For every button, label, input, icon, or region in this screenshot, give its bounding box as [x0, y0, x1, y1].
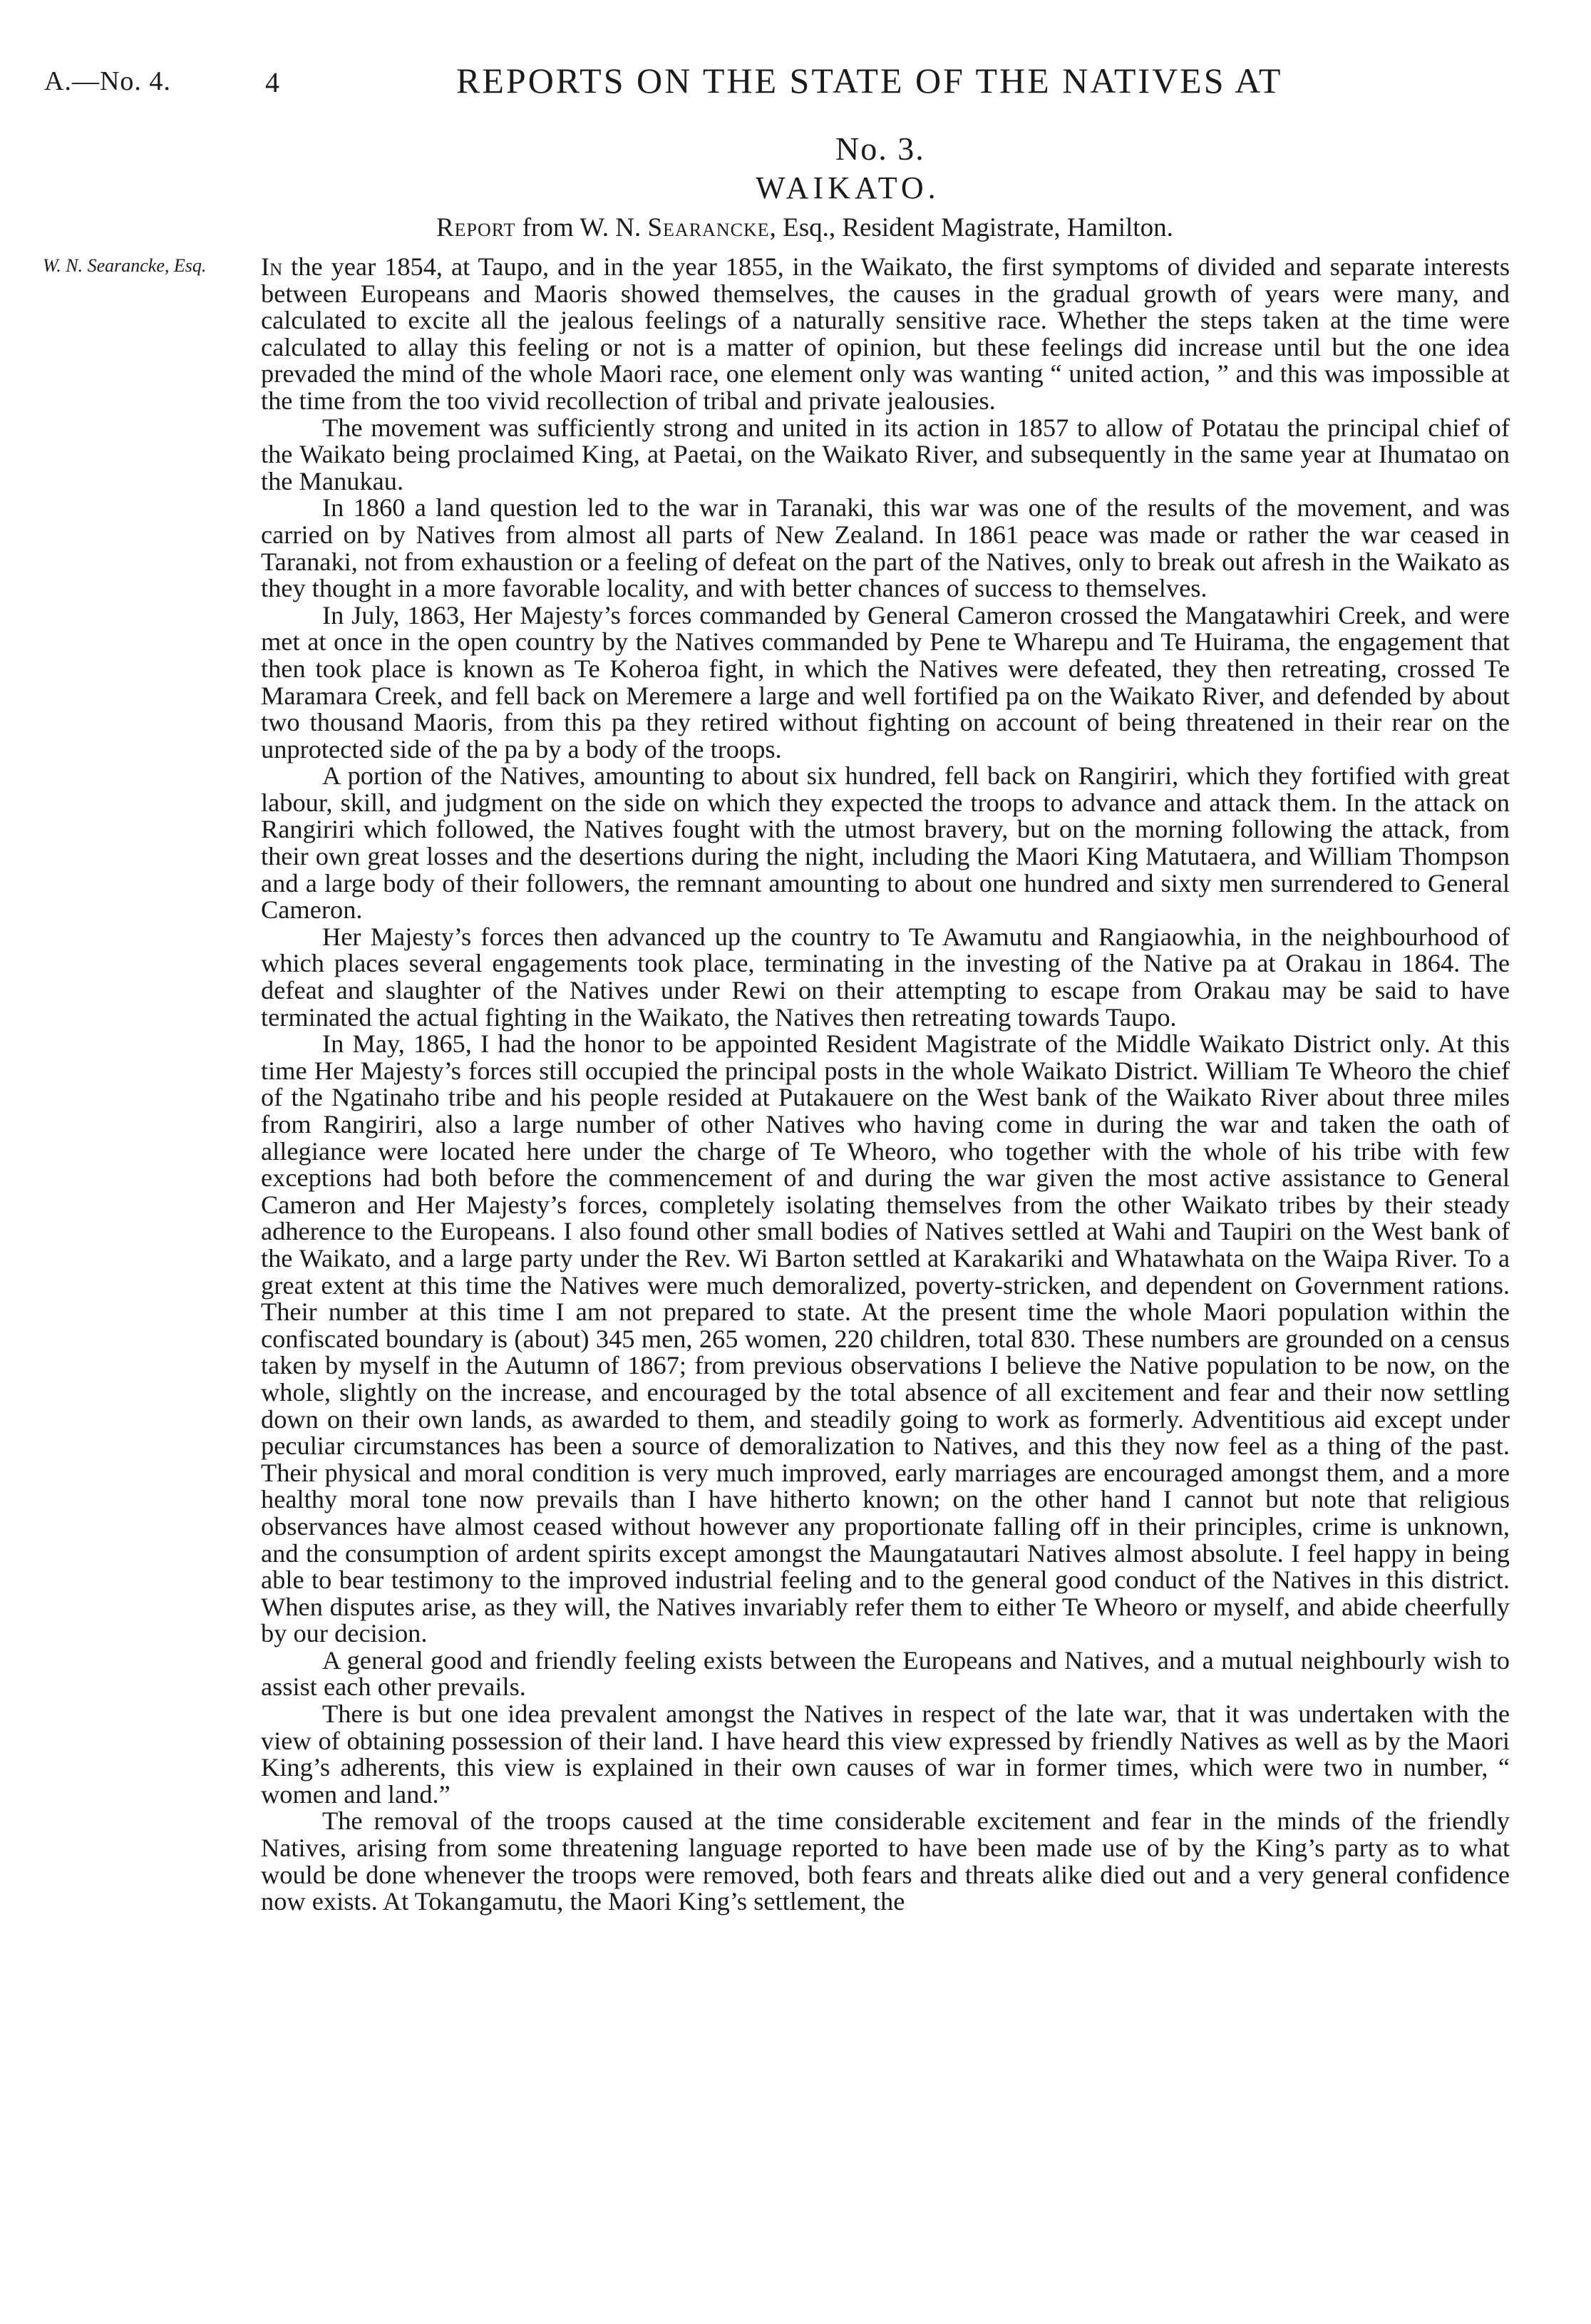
paragraph: Her Majesty’s forces then advanced up the country to Te Awamutu and Rangiaowhia, in the neighbourhood of which places several engagements took place, terminating in the investing of the Native pa at Orakau in 1864. The defeat and slaughter of the Natives under Rewi on their attempting to escape from Orakau may be said to have terminated the actual fighting in the Waikato, the Natives then retreating towards Taupo.: [261, 922, 1510, 1032]
byline-name: Searancke: [647, 213, 770, 242]
paragraph: A general good and friendly feeling exists between the Europeans and Natives, and a mutual neighbourly wish to assist each other prevails.: [261, 1645, 1510, 1702]
paragraph: A portion of the Natives, amounting to about six hundred, fell back on Rangiriri, which they fortified with great labour, skill, and judgment on the side on which they expected the troops to advance and attack them. In the attack on Rangiriri which followed, the Natives fought with the utmost bravery, but on the morning following the attack, from their own great losses and the desertions during the night, including the Maori King Matutaera, and William Thompson and a large body of their followers, the remnant amounting to about one hundred and sixty men surrendered to General Cameron.: [261, 761, 1510, 925]
paragraph: [261, 254, 1510, 415]
paragraph: The movement was sufficiently strong and united in its action in 1857 to allow of Potatau the principal chief of the Waikato being proclaimed King, at Paetai, on the Waikato River, and subsequently in the same year at Ihumatao on the Manukau.: [261, 413, 1510, 495]
paragraph: There is but one idea prevalent amongst the Natives in respect of the late war, that it was undertaken with the view of obtaining possession of their land. I have heard this view expressed by friendly Natives as well as by the Maori King’s adherents, this view is explained in their own causes of war in former times, which were two in number, “ women and land.”: [261, 1700, 1510, 1809]
paragraph: In July, 1863, Her Majesty’s forces commanded by General Cameron crossed the Mangatawhiri Creek, and were met at once in the open country by the Natives commanded by Pene te Wharepu and Te Huirama, the engagement that then took place is known as Te Koheroa fight, in which the Natives were defeated, they then retreating, crossed Te Maramara Creek, and fell back on Meremere a large and well fortified pa on the Waikato River, and defended by about two thousand Maoris, from this pa they retired without fighting on account of being threatened in their rear on the unprotected side of the pa by a body of the troops.: [261, 600, 1510, 763]
report-body: [261, 254, 1510, 1916]
paragraph: In 1860 a land question led to the war in Taranaki, this war was one of the results of the movement, and was carried on by Natives from almost all parts of New Zealand. In 1861 peace was made or rather the war ceased in Taranaki, not from exhaustion or a feeling of defeat on the part of the Natives, only to break out afresh in the Waikato as they thought in a more favorable locality, and with better chances of success to themselves.: [261, 493, 1510, 603]
paragraph-text: the year 1854, at Taupo, and in the year 1855, in the Waikato, the first symptoms of divided and separate interests between Europeans and Maoris showed themselves, the causes in the gradual growth of years were many, and calculated to excite all the jealous feelings of a naturally sensitive race. Whether the steps taken at the time were calculated to allay this feeling or not is a matter of opinion, but these feelings did increase until but the one idea prevaded the mind of the whole Maori race, one element only was wanting “ united action, ” and this was impossible at the time from the too vivid recollection of tribal and private jealousies.: [261, 252, 1510, 415]
report-number: No. 3.: [835, 130, 925, 167]
running-title: REPORTS ON THE STATE OF THE NATIVES AT: [456, 61, 1283, 101]
byline-from: from W. N.: [515, 213, 648, 242]
first-word: In: [261, 252, 283, 281]
paragraph: The removal of the troops caused at the time considerable excitement and fear in the minds of the friendly Natives, arising from some threatening language reported to have been made use of by the King’s party as to what would be done whenever the troops were removed, both fears and threats alike died out and a very general confidence now exists. At Tokangamutu, the Maori King’s settlement, the: [261, 1806, 1510, 1916]
document-reference: A.—No. 4.: [44, 66, 171, 96]
paragraph: In May, 1865, I had the honor to be appointed Resident Magistrate of the Middle Waikato District only. At this time Her Majesty’s forces still occupied the principal posts in the whole Waikato District. William Te Wheoro the chief of the Ngatinaho tribe and his people resided at Putakauere on the West bank of the Waikato River about three miles from Rangiriri, also a large number of other Natives who having come in during the war and taken the oath of allegiance were located here under the charge of Te Wheoro, who together with the whole of his tribe with few exceptions had both before the commencement of and during the war given the most active assistance to General Cameron and Her Majesty’s forces, completely isolating themselves from the other Waikato tribes by their steady adherence to the Europeans. I also found other small bodies of Natives settled at Wahi and Taupiri on the West bank of the Waikato, and a large party under the Rev. Wi Barton settled at Karakariki and Whatawhata on the Waipa River. To a great extent at this time the Natives were much demoralized, poverty-stricken, and dependent on Government rations. Their number at this time I am not prepared to state. At the present time the whole Maori population within the confiscated boundary is (about) 345 men, 265 women, 220 children, total 830. These numbers are grounded on a census taken by myself in the Autumn of 1867; from previous observations I believe the Native population to be now, on the whole, slightly on the increase, and encouraged by the total absence of all excitement and fear and their now settling down on their own lands, as awarded to them, and steadily going to work as formerly. Adventitious aid except under peculiar circumstances has been a source of demoralization to Natives, and this they now feel as a thing of the past. Their physical and moral condition is very much improved, early marriages are encouraged amongst them, and a more healthy moral tone now prevails than I have hitherto known; on the other hand I cannot but note that religious observances have almost ceased without however any proportionate falling off in their principles, crime is unknown, and the consumption of ardent spirits except amongst the Maungatautari Natives almost absolute. I feel happy in being able to bear testimony to the improved industrial feeling and to the general good conduct of the Natives in this district. When disputes arise, as they will, the Natives invariably refer them to either Te Wheoro or myself, and abide cheerfully by our decision.: [261, 1029, 1510, 1648]
page-number: 4: [265, 66, 279, 98]
margin-note: W. N. Searancke, Esq.: [43, 255, 207, 276]
report-byline: [436, 212, 1173, 243]
byline-prefix: Report: [436, 213, 516, 242]
report-district: WAIKATO.: [756, 170, 940, 205]
byline-suffix: , Esq., Resident Magistrate, Hamilton.: [769, 213, 1173, 242]
